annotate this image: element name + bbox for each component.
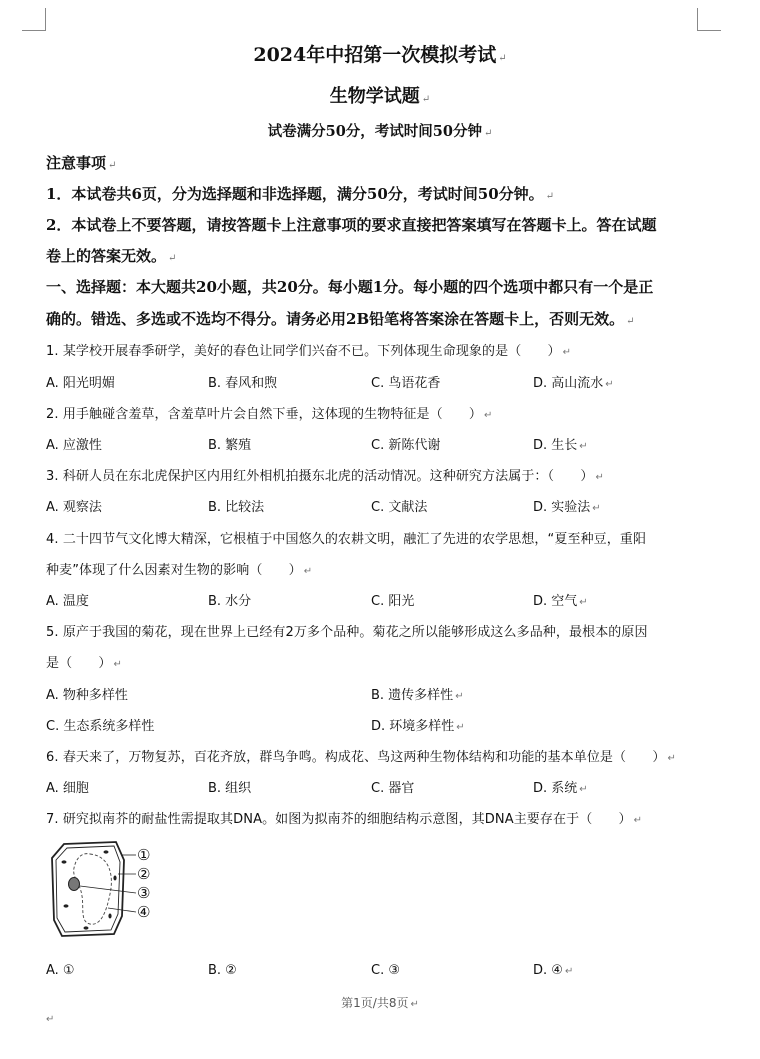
q5-option-d: D. 环境多样性 ↵ bbox=[371, 719, 465, 734]
q5-option-a: A. 物种多样性 bbox=[46, 688, 128, 703]
leader-line-3 bbox=[80, 886, 136, 893]
q3-option-a: A. 观察法 bbox=[46, 500, 102, 515]
q4-option-c: C. 阳光 bbox=[371, 594, 415, 609]
q7-option-c: C. ③ bbox=[371, 963, 400, 978]
crop-mark-top-left bbox=[22, 30, 46, 31]
question-4-stem-cont: 种麦”体现了什么因素对生物的影响（ ） ↵ bbox=[46, 563, 313, 578]
q3-option-b: B. 比较法 bbox=[208, 500, 265, 515]
exam-title: 2024年中招第一次模拟考试 ↵ bbox=[253, 44, 507, 66]
notes-heading: 注意事项 ↵ bbox=[46, 154, 117, 172]
chloroplast bbox=[64, 904, 69, 907]
q3-option-c: C. 文献法 bbox=[371, 500, 428, 515]
q5-option-c: C. 生态系统多样性 bbox=[46, 719, 155, 734]
cell-membrane bbox=[56, 846, 120, 932]
question-3-stem: 3. 科研人员在东北虎保护区内用红外相机拍摄东北虎的活动情况。这种研究方法属于：（ ） ↵ bbox=[46, 469, 604, 484]
q7-option-d: D. ④ ↵ bbox=[533, 963, 574, 978]
chloroplast bbox=[108, 914, 111, 919]
crop-mark-top-right bbox=[697, 8, 698, 30]
chloroplast bbox=[62, 860, 67, 863]
note-item-1: 1．本试卷共6页，分为选择题和非选择题，满分50分，考试时间50分钟。 ↵ bbox=[46, 185, 555, 203]
note-item-2-cont: 卷上的答案无效。 ↵ bbox=[46, 247, 177, 265]
chloroplast bbox=[113, 876, 116, 881]
section-instructions: 一、选择题：本大题共20小题，共20分。每小题1分。每小题的四个选项中都只有一个是正 bbox=[46, 278, 654, 296]
question-1-stem: 1. 某学校开展春季研学，美好的春色让同学们兴奋不已。下列体现生命现象的是（ ） ↵ bbox=[46, 344, 572, 359]
q4-option-b: B. 水分 bbox=[208, 594, 252, 609]
q1-option-c: C. 鸟语花香 bbox=[371, 376, 441, 391]
q6-option-b: B. 组织 bbox=[208, 781, 252, 796]
q2-option-a: A. 应激性 bbox=[46, 438, 102, 453]
exam-info: 试卷满分50分，考试时间50分钟 ↵ bbox=[267, 123, 493, 140]
question-5-stem-cont: 是（ ） ↵ bbox=[46, 656, 122, 671]
plant-cell-diagram bbox=[46, 838, 166, 938]
q4-option-a: A. 温度 bbox=[46, 594, 89, 609]
question-5-stem: 5. 原产于我国的菊花，现在世界上已经有2万多个品种。菊花之所以能够形成这么多品种，最根本的原因 bbox=[46, 625, 648, 640]
q7-option-b: B. ② bbox=[208, 963, 237, 978]
q1-option-b: B. 春风和煦 bbox=[208, 376, 278, 391]
chloroplast bbox=[104, 850, 109, 853]
crop-mark-top-right bbox=[697, 30, 721, 31]
question-6-stem: 6. 春天来了，万物复苏，百花齐放，群鸟争鸣。构成花、鸟这两种生物体结构和功能的基本单位是（ ） ↵ bbox=[46, 750, 676, 765]
q2-option-d: D. 生长 ↵ bbox=[533, 438, 588, 453]
question-4-stem: 4. 二十四节气文化博大精深，它根植于中国悠久的农耕文明，融汇了先进的农学思想，“夏至种豆，重阳 bbox=[46, 532, 647, 547]
q5-option-b: B. 遗传多样性 ↵ bbox=[371, 688, 464, 703]
diagram-label-1: ① bbox=[137, 846, 151, 864]
end-paragraph-mark: ↵ bbox=[46, 1014, 55, 1025]
chloroplast bbox=[84, 926, 89, 929]
q6-option-a: A. 细胞 bbox=[46, 781, 89, 796]
subject-title: 生物学试题 ↵ bbox=[329, 86, 431, 107]
q7-option-a: A. ① bbox=[46, 963, 75, 978]
page-footer: 第1页/共8页 ↵ bbox=[341, 996, 419, 1010]
q4-option-d: D. 空气 ↵ bbox=[533, 594, 588, 609]
q1-option-a: A. 阳光明媚 bbox=[46, 376, 115, 391]
nucleus bbox=[69, 878, 80, 891]
question-2-stem: 2. 用手触碰含羞草，含羞草叶片会自然下垂，这体现的生物特征是（ ） ↵ bbox=[46, 407, 493, 422]
cell-wall bbox=[52, 842, 124, 936]
plant-cell-svg bbox=[46, 838, 166, 938]
q3-option-d: D. 实验法 ↵ bbox=[533, 500, 601, 515]
diagram-label-3: ③ bbox=[137, 884, 151, 902]
question-7-stem: 7. 研究拟南芥的耐盐性需提取其DNA。如图为拟南芥的细胞结构示意图，其DNA主要存在于（ ） ↵ bbox=[46, 812, 643, 827]
section-instructions-cont: 确的。错选、多选或不选均不得分。请务必用2B铅笔将答案涂在答题卡上，否则无效。 ↵ bbox=[46, 310, 635, 328]
diagram-label-2: ② bbox=[137, 865, 151, 883]
q6-option-c: C. 器官 bbox=[371, 781, 415, 796]
note-item-2: 2．本试卷上不要答题，请按答题卡上注意事项的要求直接把答案填写在答题卡上。答在试题 bbox=[46, 216, 657, 234]
q2-option-b: B. 繁殖 bbox=[208, 438, 252, 453]
q2-option-c: C. 新陈代谢 bbox=[371, 438, 441, 453]
q6-option-d: D. 系统 ↵ bbox=[533, 781, 588, 796]
diagram-label-4: ④ bbox=[137, 903, 151, 921]
crop-mark-top-left bbox=[45, 8, 46, 30]
q1-option-d: D. 高山流水 ↵ bbox=[533, 376, 614, 391]
